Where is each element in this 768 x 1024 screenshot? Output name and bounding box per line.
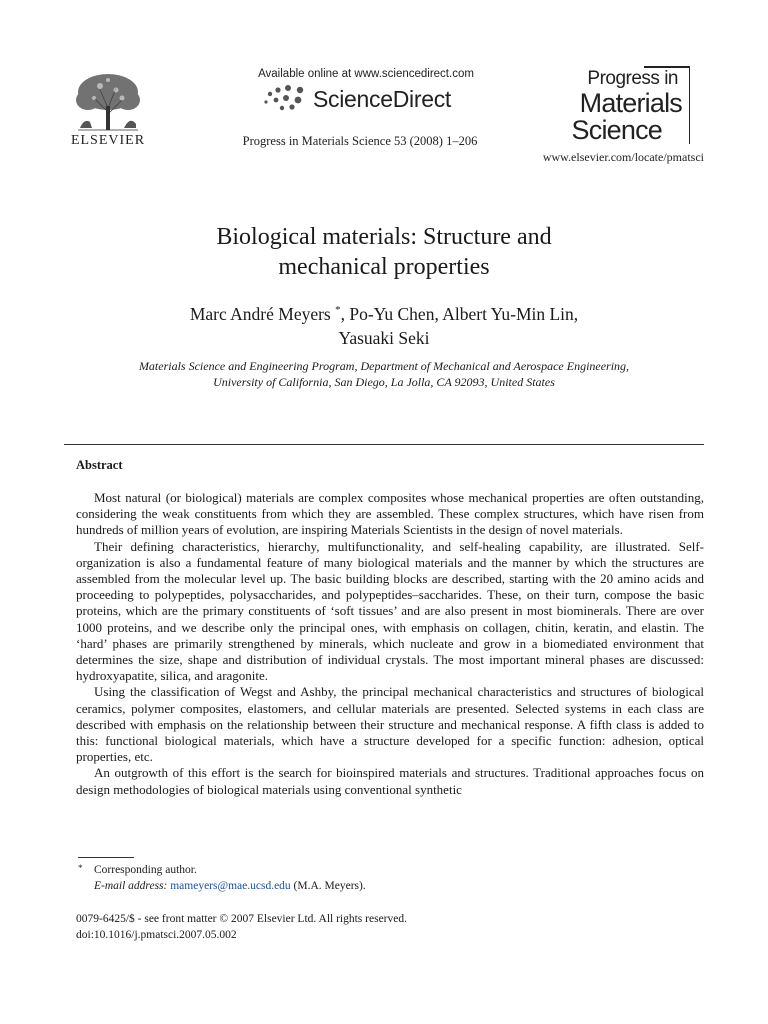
available-online-text[interactable]: Available online at www.sciencedirect.com bbox=[258, 68, 474, 80]
copyright-line: 0079-6425/$ - see front matter © 2007 Elsevier Ltd. All rights reserved. bbox=[76, 913, 407, 925]
abstract-paragraph: Their defining characteristics, hierarchy, multifunctionality, and self-healing capability, are illustrated. Self-organization is also a fundamental feature of many biological materials and the manner by which the structures are assembled from the molecular level up. The basic building blocks are described, starting with the 20 amino acids and proceeding to polypeptides, polysaccharides, and polypeptides–saccharides. These, on their turn, compose the basic proteins, which are the primary constituents of ‘soft tissues’ and are also present in most biominerals. There are over 1000 proteins, and we describe only the principal ones, with emphasis on collagen, chitin, keratin, and elastin. The ‘hard’ phases are primarily strengthened by minerals, which nucleate and grow in a biomediated environment that determines the size, shape and distribution of individual crystals. The most important mineral phases are discussed: hydroxyapatite, silica, and aragonite. bbox=[76, 538, 704, 684]
corresponding-author-note: Corresponding author. bbox=[94, 864, 197, 876]
journal-logo bbox=[571, 66, 694, 145]
sciencedirect-logo[interactable]: ScienceDirect bbox=[313, 86, 451, 112]
affiliation-line-2: University of California, San Diego, La Jolla, CA 92093, United States bbox=[213, 375, 555, 389]
footnote bbox=[78, 862, 698, 894]
abstract-paragraph: Using the classification of Wegst and Ashby, the principal mechanical characteristics and structures of biological ceramics, polymer composites, elastomers, and cellular materials are presented. Selected systems in each class are described with emphasis on the relationship between their structure and mechanical response. A fifth class is added to this: functional biological materials, which have a structure developed for a specific function: adhesion, optical properties, etc. bbox=[76, 684, 704, 765]
article-title bbox=[90, 222, 678, 282]
title-line-2: mechanical properties bbox=[278, 254, 490, 280]
journal-citation: Progress in Materials Science 53 (2008) 1–206 bbox=[242, 134, 478, 148]
logo-bar-vertical bbox=[689, 66, 691, 144]
doi-line[interactable]: doi:10.1016/j.pmatsci.2007.05.002 bbox=[76, 929, 237, 941]
footnote-divider bbox=[78, 857, 134, 858]
email-suffix: (M.A. Meyers). bbox=[293, 880, 366, 892]
email-label: E-mail address: bbox=[94, 880, 168, 892]
email-line bbox=[78, 878, 698, 894]
elsevier-wordmark: ELSEVIER bbox=[70, 133, 146, 148]
author-list bbox=[90, 298, 678, 350]
sciencedirect-dots-icon bbox=[262, 82, 312, 112]
abstract-paragraph: An outgrowth of this effort is the search for bioinspired materials and structures. Traditional approaches focus on design methodologies of biological materials using conventional synthetic bbox=[76, 765, 704, 797]
affiliation bbox=[90, 358, 678, 390]
abstract-body bbox=[76, 490, 704, 798]
journal-logo-line1: Progress in bbox=[587, 68, 678, 89]
authors-line-2: Yasuaki Seki bbox=[338, 327, 430, 348]
journal-url[interactable]: www.elsevier.com/locate/pmatsci bbox=[542, 150, 704, 164]
header-divider bbox=[64, 444, 704, 445]
affiliation-line-1: Materials Science and Engineering Program, Department of Mechanical and Aerospace Engineering, bbox=[138, 359, 630, 373]
author-meyers: Marc André Meyers bbox=[189, 303, 331, 324]
footnote-marker: * bbox=[78, 863, 83, 873]
corresponding-marker[interactable]: * bbox=[335, 304, 341, 316]
email-link[interactable]: mameyers@mae.ucsd.edu bbox=[170, 880, 291, 892]
authors-rest: , Po-Yu Chen, Albert Yu-Min Lin, bbox=[340, 303, 579, 324]
authors-line-1 bbox=[90, 298, 678, 326]
abstract-heading: Abstract bbox=[76, 458, 123, 472]
journal-logo-line2: Materials bbox=[579, 88, 682, 118]
copyright-block bbox=[76, 911, 696, 943]
title-line-1: Biological materials: Structure and bbox=[216, 224, 552, 250]
abstract-paragraph: Most natural (or biological) materials are complex composites whose mechanical properties are often outstanding, considering the weak constituents from which they are assembled. These complex structures, which have risen from hundreds of million years of evolution, are inspiring Materials Scientists in the design of novel materials. bbox=[76, 490, 704, 538]
journal-logo-line3: Science bbox=[571, 115, 662, 145]
